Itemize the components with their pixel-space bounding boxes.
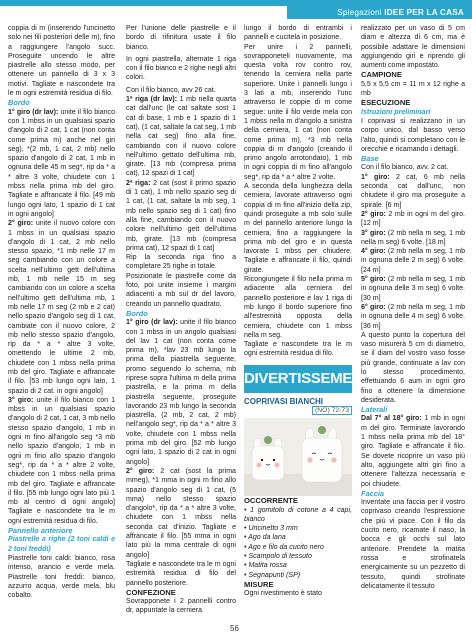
section-header (287, 6, 472, 19)
col3-text1: lungo il bordo di entrambi i pannelli e cucitela in posizione. (244, 25, 352, 42)
col2-riga2b: Rip la seconda riga fino a completare 25 righe in totale. (126, 254, 236, 271)
list-item: • Uncinetto 3 mm (244, 525, 298, 533)
base-heading: Base (361, 154, 379, 164)
col4-g2: 2° giro: 2 mb in ogni m del giro. [12 m] (361, 210, 465, 228)
laterali-heading: Laterali (361, 405, 388, 415)
list-item: • Ago e filo da cucito nero (244, 543, 324, 551)
column-2 (126, 24, 236, 616)
col4-g3: 3° giro: (2 mb nella m seg, 1 mb nella m seg) 6 volte. [18 m] (361, 229, 465, 246)
col4-text1: realizzato per un vaso di 5 cm diam e altezza di 6 cm, ma è possibile adattare le dimensioni aggiungendo giri e riprendo gli aumenti come impostato. (361, 25, 465, 70)
coprivasi-photo (244, 418, 352, 496)
page-number: 56 (230, 624, 239, 633)
col3-text2: Per unire i 2 pannelli, sovrapponeteli nuovamente, ma questa volta rov contro rov, tenendo la cerniera nella parte superiore. Unite i pannelli lungo i 3 lati a mb, inserendo l'unc attraverso le coppie di m come segue: unite il filo verde mela con 1 mbss nella m d'angolo a sinistra della cerniera, 1 cat (non conta come prima m), *3 mb nella coppia di m d'angolo (creando il primo angolo arrotondato), 1 mb in ogni coppia di m fino all'angolo seg*, rip da * a * altre 2 volte. (244, 43, 352, 181)
list-item: • Scampolo di tessuto (244, 553, 312, 561)
occorrente-heading: OCCORRENTE (244, 496, 299, 506)
faccia-heading: Faccia (361, 488, 385, 498)
col2-bgiro1: 1° giro (dr lav): unite il filo bianco con 1 mbss in un angolo qualsiasi del lav 1 cat (non conta come prima m), *lav 23 mb lungo la prima della piastrella seguente, promo seguendo lo schema, mb riprese sopra l'ultima m della prima piastrella, e la prima m della piastrella seguente, proseguite lavorando 23 mb lungo la seconda piastrella, (2 mb, 2 cat, 2 mb) nell'angolo seg*, rip da * a * altre 3 volte, chiudete con 1 mbss nella prima mb del giro. [52 mb lungo ogni lato, 1 spazio di 2 cat in ogni angolo] (126, 319, 236, 466)
column-4 (361, 24, 465, 591)
list-item: • 1 gomitolo di cotone a 4 capi, bianco (244, 506, 352, 523)
campione-heading: CAMPIONE (361, 70, 402, 80)
confezione-heading: CONFEZIONE (126, 587, 176, 597)
list-item: • Segnapunti (SP) (244, 571, 301, 579)
col1-giro2: 2° giro: unite il nuovo colore con 1 mbss in un qualsiasi spazio d'angolo di 1 cat, 2 mb nello stesso spazio, *1 mb nelle 17 m seg cambiando con un colore a scelta nell'ultimo gett dell'ultima mb, 1 mb nelle 15 m seg cambiando con un colore a scelta nell'ultimo gett dell'ultima mb, 1 mb nelle 17 m seg (2 mb e 2 cat) nello spazio d'angolo seg di 1 cat, cambiate con il nuovo colore, 2 mb nello stesso spazio d'angolo, rip da * a * altre 3 volte, omettendo le ultime 2 mb, chiudete con 1 mbss nella prima mb del giro. Tagliate e affrancate il filo. [53 mb lungo ogni lato, 1 spazio di 2 cat. in ogni angolo] (8, 220, 116, 395)
pannello-text: Piastrelle toni caldi: bianco, rosa intenso, arancio e verde mela. Piastrelle toni freddi: bianco, azzurro acqua, verde mela, blu cobalto. (8, 554, 115, 600)
col1-giro3: 3° giro: unite il filo bianco con 1 mbss in un qualsiasi spazio d'angolo di 2 cat, 1 cat, 3 mb nello stesso spazio d'angolo, 1 mb in ogni m fino all'angolo seg *3 mb nello spazio d'angolo, 1 mb in ogni m fino allo spazio d'angolo seg*, rip da * a * altre 2 volte, chiudete con 1 mbss nella prima mb del giro. Tagliate e affrancate il filo. [55 mb lungo ogni lato più 1 mb al centro di ogni angolo] Tagliate e nascondete tra le m ogni estremità residua di filo. (8, 396, 115, 525)
esecuzione-heading: ESECUZIONE (361, 98, 411, 108)
istruzioni-text: I coprivasi si realizzano in un corpo unico, dal basso verso l'alto, quindi si completano con le orecchie e ricamando i dettagli. (361, 117, 465, 153)
istruzioni-heading: Istruzioni preliminari (361, 108, 431, 116)
list-item: • Matita rossa (244, 562, 287, 570)
pannello-subheading: Piastrelle a righe (2 toni caldi e 2 toni freddi) (8, 536, 115, 553)
misure-text: Ogni rivestimento è stato (244, 590, 322, 598)
col2-bgiro2b: Tagliate e nascondete tra le m ogni estremità residua di filo del pannello posteriore. (126, 560, 236, 587)
col2-cont: Con il filo bianco, avv 26 cat. (126, 86, 216, 94)
col2-riga2: 2ª riga: 2 cat (sost il primo spazio di 1 cat), 1 mb nello spazio seg di 1 cat, (1 cat, saltate la mb seg, 1 mb nello spazio seg di 1 cat) fino alla fine, cambiando con il nuovo colore nell'ultimo gett dell'ultima mb, girate. [13 mb (compresa prima cat), 12 spazi di 1 cat] (126, 179, 236, 252)
list-item: • Ago da lana (244, 534, 286, 542)
bordo2-heading: Bordo (126, 308, 148, 318)
col2-intro: Per l'unione delle piastrelle e il bordo di rifinitura usate il filo bianco. (126, 25, 236, 51)
laterali-text: Dal 7° al 18° giro: 1 mb in ogni m del giro. Terminate lavorando 1 mbss nella prima mb del 18° giro. Tagliate e affrancate il filo. Se dovete ricoprire un vaso più alto, aggiungete altri giri fino a ottenere l'altezza necessaria e poi chiudete. (361, 415, 465, 488)
header-title: IDEE PER LA CASA (384, 8, 464, 17)
col3-text4: Ricongiungete il filo nella prima m adiacente alla cerniera del pannello posteriore e lav 1 riga di mb lungo il bordo superiore fino all'estremità opposta della cerniera, chiudete con 1 mbss nella m seg. (244, 276, 352, 339)
col2-intro2: In ogni piastrella, alternate 1 riga con il filo bianco e 2 righe negli altri colori. (126, 55, 236, 82)
coprivasi-illustration (244, 418, 352, 496)
divertissement-banner: DIVERTISSEMENT (244, 365, 352, 393)
col1-giro1: 1° giro (dr lav): unite il filo bianco con 1 mbss in un qualsiasi spazio d'angolo di 2 cat, 1 cat (non conta come prima m) anche nel giri seg), *(2 mb, 1 cat, 2 mb) nello spazio d'angolo di 2 cat, 1 mb in ognuna delle 45 m seg*, rip da * a * altre 3 volte, chiudete con 1 mbss nella prima mb del giro. Tagliate e affrancate il filo. [49 mb lungo ogni lato, 1 spazio di 1 cat in ogni angolo] (8, 108, 115, 218)
col2-riga2c: Posizionate le piastrelle come da foto, poi unite insieme i margini adiacenti a mb sul dr del lavoro, creando un pannello quadrato. (126, 272, 236, 308)
header-section: Spiegazioni (337, 8, 382, 17)
col3-text3: A seconda della lunghezza della cerniera, lavorate attraverso ogni coppia di m fino all'inizio della zip, quindi proseguite a mb solo sulle m del pannello anteriore lungo la cerniera, fino a raggiungere la prima mb del giro e in questa lavorate 1 mbss per chiudere. Tagliate e affrancate il filo, quindi girate. (244, 183, 352, 274)
coprivasi-title: COPRIVASI BIANCHI (244, 396, 323, 406)
col4-g6: 6° giro: (2 mb nella m seg, 1 mb in ognuna delle 4 m seg) 6 volte. [36 m] (361, 303, 465, 330)
col4-g1: 1° giro: 2 cat, 6 mb nella seconda cat dall'unc, non chiudete il giro ma proseguite a spirale. [6 m] (361, 173, 465, 209)
faccia-text: Inventate una faccia per il vostro coprivaso creando l'espressione che più vi piace. Con il filo da cucito nero, ricamate il naso, la bocca e gli occhi sul lato anteriore. Prendete la matita rossa e strofinatela energicamente su un pezzetto di tessuto, quindi strofinate delicatamente il tessuto (361, 499, 465, 590)
pannello-heading: Pannello anteriore (8, 526, 73, 536)
col2-riga1: 1ª riga (dr lav): 1 mb nella quarta cat dall'unc (le cat saltate sost 1 cat di base, 1 mb e 1 spazio di 1 cat), (1 cat, saltate la cat seg, 1 mb nella cat seg) fino alla fine, cambiando con il nuovo colore nell'ultimo gettato dell'ultima mb, girate. [13 mb (compresa prima cat), 12 spazi di 1 cat] (126, 96, 236, 178)
campione-text: 5,5 x 5,5 cm = 11 m x 12 righe a mb (361, 80, 465, 98)
col4-g6b: A questo punto la copertura del vaso misurerà 5 cm di diametro, se il diam del vostro vaso fosse più grande, continuate a lav con lo stesso procedimento, effettuando 6 aum in ogni giro fino a ottenere la dimensione desiderata. (361, 331, 465, 404)
col1-intro: coppia di m (inserendo l'uncinetto solo nei fili posteriori delle m), fino a raggiungere l'angolo succ. Proseguite uncendo le altre piastrelle allo stesso modo, per ottenere un pannello di 3 x 3 motivi. Tagliate e nascondete tra le m ogni estremità residua di filo. (8, 25, 115, 98)
col4-g4: 4° giro: (2 mb nella m seg, 1 mb in ognuna delle 2 m seg) 6 volte. [24 m] (361, 248, 465, 274)
col3-text5: Tagliate e nascondete tra le m ogni estremità residua di filo. (244, 341, 352, 358)
bordo-heading: Bordo (8, 98, 30, 108)
coprivasi-ref: (NO) 72-73 (244, 406, 352, 415)
confezione-text: Sovrapponete i 2 pannelli contro dr, appuntate la cerniera (126, 598, 236, 615)
column-1 (8, 24, 115, 600)
col2-bgiro2: 2° giro: 2 cat (sost la prima mmeg), *1 mma in ogni m fino allo spazio d'angolo seg di 1 cat, (5 mma) nello stesso spazio d'angolo*, rip da * a * altre 3 volte, chiudete con 1 mbss nella seconda cat d'inizio. Tagliate e affrancate il filo. [55 mma in ogni lato più la mma centrale di ogni angolo] (126, 467, 236, 559)
col4-g5: 5° giro: (2 mb nella m seg, 1 mb in ognuna delle 3 m seg) 6 volte. [30 m] (361, 276, 465, 302)
occorrente-list (244, 506, 352, 580)
misure-heading: MISURE (244, 579, 274, 589)
base-text: Con il filo bianco, avv. 2 cat. (361, 164, 449, 172)
